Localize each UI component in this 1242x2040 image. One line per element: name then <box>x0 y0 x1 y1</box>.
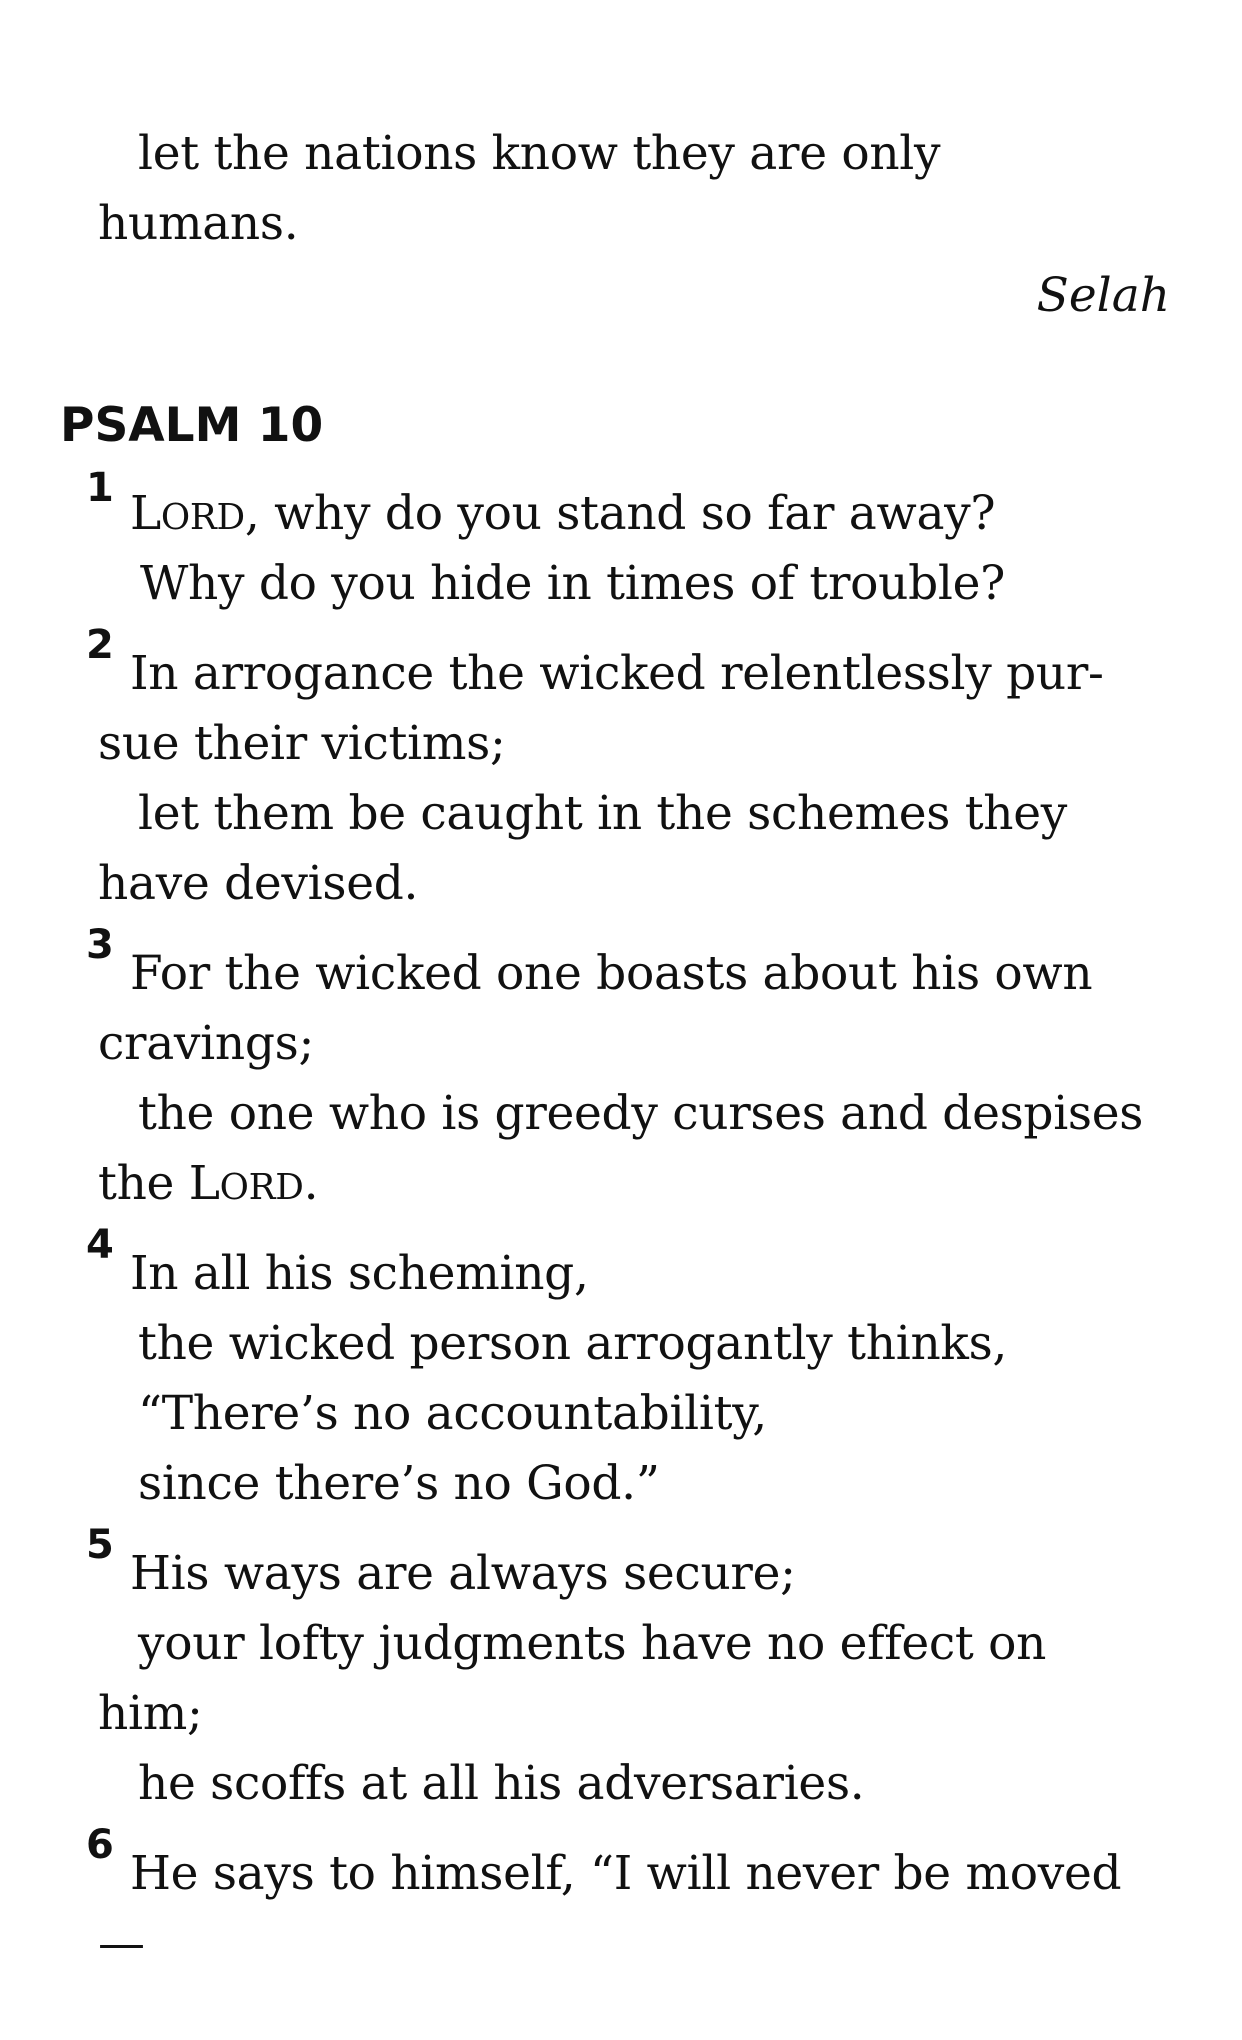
verse-line: let them be caught in the schemes they <box>138 786 1068 841</box>
verse-line: “There’s no accountability, <box>138 1386 767 1441</box>
verse-line <box>130 486 996 541</box>
verse-number: 4 <box>86 1222 114 1268</box>
verse-line: sue their victims; <box>98 716 506 771</box>
verse-number: 6 <box>86 1822 114 1868</box>
verse-line: Why do you hide in times of trouble? <box>140 556 1006 611</box>
verse-line: — <box>98 1916 145 1971</box>
psalm-heading: PSALM 10 <box>60 398 324 453</box>
verse-number: 3 <box>86 922 114 968</box>
verse-line: the one who is greedy curses and despises <box>138 1086 1144 1141</box>
verse-line: have devised. <box>98 856 419 911</box>
lord-initial: L <box>130 486 161 541</box>
verse-text: , why do you stand so far away? <box>244 486 996 541</box>
verse-line: he scoffs at all his adversaries. <box>138 1756 865 1811</box>
verse-text: the <box>98 1156 189 1211</box>
verse-line: For the wicked one boasts about his own <box>130 946 1093 1001</box>
selah-marker: Selah <box>1036 268 1170 323</box>
verse-line: In all his scheming, <box>130 1246 589 1301</box>
lord-smallcaps: ORD <box>160 497 245 538</box>
lord-smallcaps: ORD <box>219 1167 304 1208</box>
verse-line: the wicked person arrogantly thinks, <box>138 1316 1008 1371</box>
verse-text: . <box>303 1156 319 1211</box>
verse-number: 1 <box>86 465 114 511</box>
text-line: humans. <box>98 196 299 251</box>
verse-number: 5 <box>86 1522 114 1568</box>
lord-initial: L <box>188 1156 220 1211</box>
verse-line <box>98 1156 319 1211</box>
verse-number: 2 <box>86 622 114 668</box>
verse-line: him; <box>98 1686 203 1741</box>
verse-line: your lofty judgments have no effect on <box>138 1616 1047 1671</box>
verse-line: since there’s no God.” <box>138 1456 660 1511</box>
verse-line: His ways are always secure; <box>130 1546 796 1601</box>
verse-line: He says to himself, “I will never be moved <box>130 1846 1122 1901</box>
text-line: let the nations know they are only <box>138 126 941 181</box>
verse-line: cravings; <box>98 1016 315 1071</box>
verse-line: In arrogance the wicked relentlessly pur- <box>130 646 1104 701</box>
